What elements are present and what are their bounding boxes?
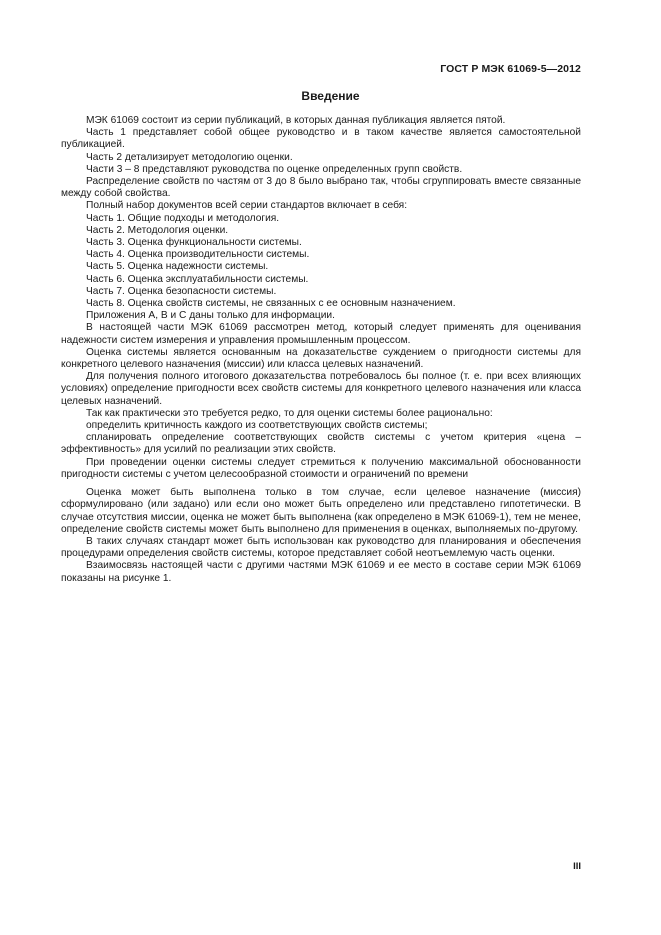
paragraph: Для получения полного итогового доказательства потребовалось бы полное (т. е. при всех влияющих условиях) определение пригодности всех свойств системы для конкретного целевого назначения или класса целевых назначений. xyxy=(61,371,581,407)
section-title: Введение xyxy=(301,89,360,103)
paragraph: В таких случаях стандарт может быть использован как руководство для планирования и обеспечения процедурами определения свойств системы, которое представляет собой неотъемлемую часть оценки. xyxy=(61,535,581,560)
paragraph: При проведении оценки системы следует стремиться к получению максимальной обоснованности пригодности системы с учетом целесообразной стоимости и ограничений по времени xyxy=(61,456,581,480)
paragraph: Части 3 – 8 представляют руководства по оценке определенных групп свойств. xyxy=(86,163,463,175)
paragraph: В настоящей части МЭК 61069 рассмотрен метод, который следует применять для оценивания надежности систем измерения и управления промышленным процессом. xyxy=(61,322,581,346)
page-number: III xyxy=(573,861,581,872)
list-item: Часть 4. Оценка производительности системы. xyxy=(86,249,310,261)
list-item: Часть 1. Общие подходы и методология. xyxy=(86,212,280,224)
paragraph: Так как практически это требуется редко, то для оценки системы более рационально: xyxy=(86,407,493,419)
list-item: Часть 2. Методология оценки. xyxy=(86,224,229,236)
list-item: Часть 6. Оценка эксплуатабильности системы. xyxy=(86,273,309,285)
list-item: Часть 7. Оценка безопасности системы. xyxy=(86,285,277,297)
paragraph: Полный набор документов всей серии стандартов включает в себя: xyxy=(86,200,408,212)
list-item: Часть 5. Оценка надежности системы. xyxy=(86,261,269,273)
paragraph: Приложения А, В и С даны только для информации. xyxy=(86,310,335,322)
paragraph: Оценка системы является основанным на доказательстве суждением о пригодности системы для конкретного целевого назначения (миссии) или класса целевых назначений. xyxy=(61,346,581,371)
paragraph: Оценка может быть выполнена только в том случае, если целевое назначение (миссия) сформулировано (или задано) или если оно может быть определено или представлено гипотетически. В случае отсутствия миссии, оценка не может быть выполнена (как определено в МЭК 61069-1), тем не менее, определение свойств системы может быть выполнено для применения в оценках, выполняемых по-другому. xyxy=(61,487,581,535)
document-body xyxy=(61,115,581,585)
paragraph: Взаимосвязь настоящей части с другими частями МЭК 61069 и ее место в составе серии МЭК 61069 показаны на рисунке 1. xyxy=(61,560,581,584)
list-item: Часть 8. Оценка свойств системы, не связанных с ее основным назначением. xyxy=(86,298,456,310)
paragraph: спланировать определение соответствующих свойств системы с учетом критерия «цена – эффективность» для усилий по реализации этих свойств. xyxy=(61,432,581,456)
paragraph: Распределение свойств по частям от 3 до 8 было выбрано так, чтобы сгруппировать вместе связанные между собой свойства. xyxy=(61,176,581,200)
paragraph: определить критичность каждого из соответствующих свойств системы; xyxy=(86,420,428,432)
standard-header: ГОСТ Р МЭК 61069-5—2012 xyxy=(440,63,581,75)
list-item: Часть 3. Оценка функциональности системы. xyxy=(86,237,302,249)
paragraph: МЭК 61069 состоит из серии публикаций, в которых данная публикация является пятой. xyxy=(86,115,506,126)
paragraph: Часть 2 детализирует методологию оценки. xyxy=(86,151,293,163)
paragraph: Часть 1 представляет собой общее руководство и в таком качестве является самостоятельной публикацией. xyxy=(61,127,581,151)
